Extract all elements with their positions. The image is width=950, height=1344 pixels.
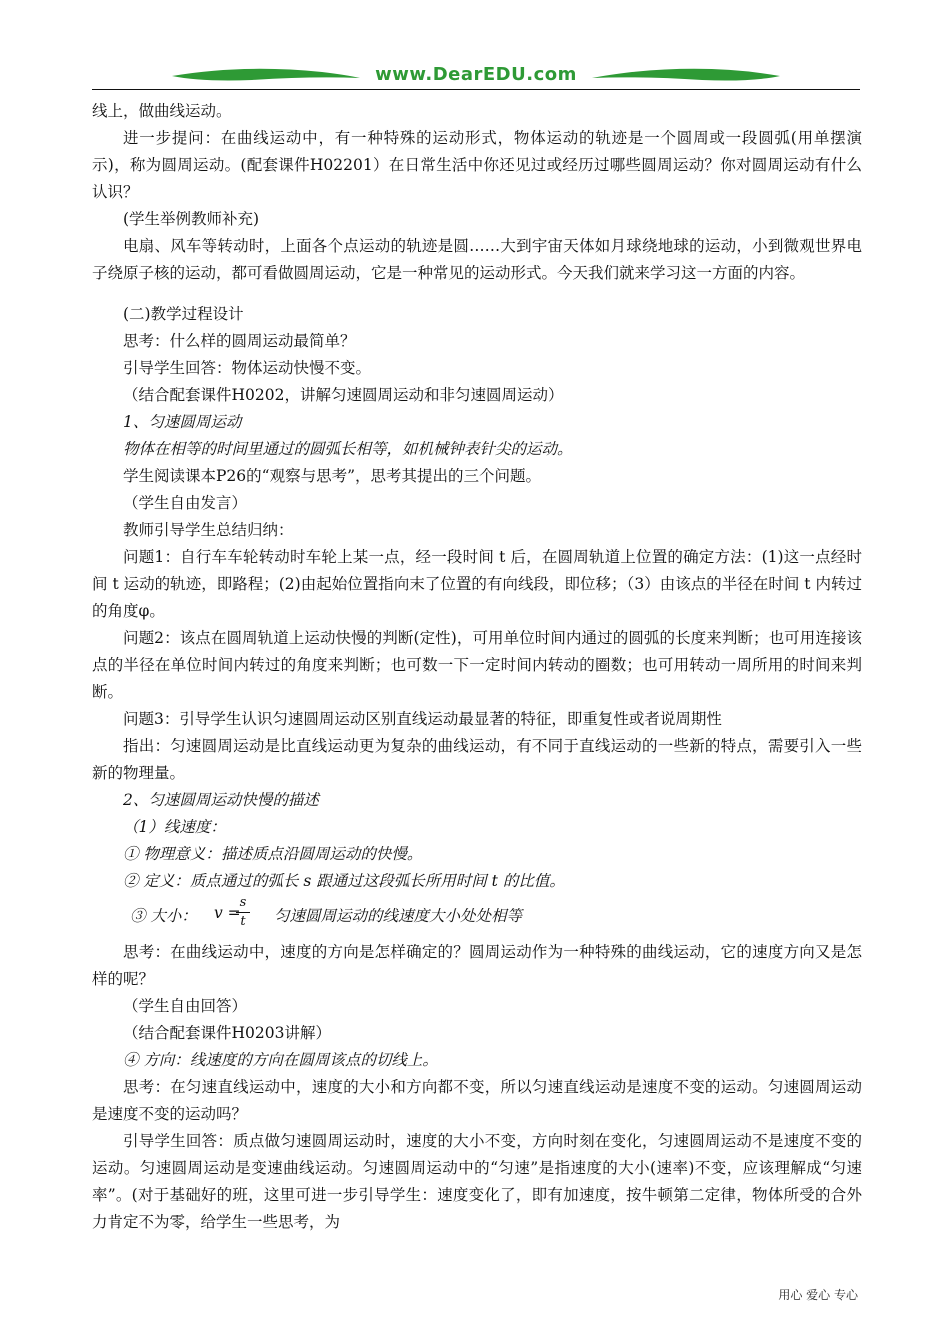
paragraph: 引导学生回答：质点做匀速圆周运动时，速度的大小不变，方向时刻在变化，匀速圆周运动不是速度不变的运动。匀速圆周运动是变速曲线运动。匀速圆周运动中的“匀速”是指速度的大小(速率)不变，应该理解成“匀速率”。(对于基础好的班，这里可进一步引导学生：速度变化了，即有加速度，按牛顿第二定律，物体所受的合外力肯定不为零，给学生一些思考，为 xyxy=(92,1132,862,1231)
formula-note: 匀速圆周运动的线速度大小处处相等 xyxy=(274,907,523,925)
paragraph: 进一步提问：在曲线运动中，有一种特殊的运动形式，物体运动的轨迹是一个圆周或一段圆弧(用单摆演示)，称为圆周运动。(配套课件H02201）在日常生活中你还见过或经历过哪些圆周运动？你对圆周运动有什么认识？ xyxy=(92,129,862,201)
paragraph: 问题1：自行车车轮转动时车轮上某一点，经一段时间 t 后，在圆周轨道上位置的确定方法：(1)这一点经时间 t 运动的轨迹，即路程；(2)由起始位置指向末了位置的有向线段，即位移；（3）由该点的半径在时间 t 内转过的角度φ。 xyxy=(92,548,862,620)
paragraph: 学生阅读课本P26的“观察与思考”，思考其提出的三个问题。 xyxy=(123,467,542,485)
paragraph: 电扇、风车等转动时，上面各个点运动的轨迹是圆……大到宇宙天体如月球绕地球的运动，小到微观世界电子绕原子核的运动，都可看做圆周运动，它是一种常见的运动形式。今天我们就来学习这一方面的内容。 xyxy=(92,237,862,282)
paragraph: （结合配套课件H0203讲解） xyxy=(123,1024,331,1042)
paragraph: 2、匀速圆周运动快慢的描述 xyxy=(123,791,319,809)
site-logo: www.DearEDU.com xyxy=(375,64,577,85)
paragraph: （1）线速度： xyxy=(123,818,226,836)
paragraph: 物体在相等的时间里通过的圆弧长相等，如机械钟表针尖的运动。 xyxy=(123,440,573,458)
paragraph: （结合配套课件H0202，讲解匀速圆周运动和非匀速圆周运动） xyxy=(123,386,564,404)
paragraph: ④ 方向：线速度的方向在圆周该点的切线上。 xyxy=(123,1051,438,1069)
paragraph: (二)教学过程设计 xyxy=(123,305,244,323)
paragraph-list xyxy=(92,98,862,895)
paragraph: (学生举例教师补充) xyxy=(123,210,260,228)
paragraph: 问题3：引导学生认识匀速圆周运动区别直线运动最显著的特征，即重复性或者说周期性 xyxy=(123,710,722,728)
paragraph: 思考：在曲线运动中，速度的方向是怎样确定的？圆周运动作为一种特殊的曲线运动，它的速度方向又是怎样的呢？ xyxy=(92,943,862,988)
paragraph: 思考：什么样的圆周运动最简单？ xyxy=(123,332,356,350)
formula-label: ③ 大小： xyxy=(130,907,197,925)
page-footer: 用心 爱心 专心 xyxy=(778,1288,858,1302)
paragraph: 线上，做曲线运动。 xyxy=(92,102,232,120)
formula-lhs: v = xyxy=(214,904,241,922)
paragraph: 教师引导学生总结归纳： xyxy=(123,521,294,539)
formula-numerator: s xyxy=(239,895,247,910)
paragraph: 问题2：该点在圆周轨道上运动快慢的判断(定性)，可用单位时间内通过的圆弧的长度来判断；也可用连接该点的半径在单位时间内转过的角度来判断；也可数一下一定时间内转动的圈数；也可用转动一周所用的时间来判断。 xyxy=(92,629,862,701)
paragraph: ② 定义：质点通过的弧长 s 跟通过这段弧长所用时间 t 的比值。 xyxy=(123,872,565,890)
document-body xyxy=(92,98,862,1236)
paragraph: 1、匀速圆周运动 xyxy=(123,413,242,431)
paragraph: （学生自由发言） xyxy=(123,494,248,512)
paragraph: 引导学生回答：物体运动快慢不变。 xyxy=(123,359,372,377)
paragraph: 思考：在匀速直线运动中，速度的大小和方向都不变，所以匀速直线运动是速度不变的运动。匀速圆周运动是速度不变的运动吗？ xyxy=(92,1078,862,1123)
header-divider xyxy=(92,89,860,90)
formula-denominator: t xyxy=(240,914,246,929)
velocity-formula xyxy=(92,895,862,939)
fraction-bar xyxy=(236,912,250,913)
page-header xyxy=(92,62,860,92)
paragraph-list-continued xyxy=(92,939,862,1236)
paragraph: 指出：匀速圆周运动是比直线运动更为复杂的曲线运动，有不同于直线运动的一些新的特点，需要引入一些新的物理量。 xyxy=(92,737,862,782)
paragraph: ① 物理意义：描述质点沿圆周运动的快慢。 xyxy=(123,845,423,863)
formula-fraction xyxy=(236,895,250,930)
paragraph: （学生自由回答） xyxy=(123,997,248,1015)
